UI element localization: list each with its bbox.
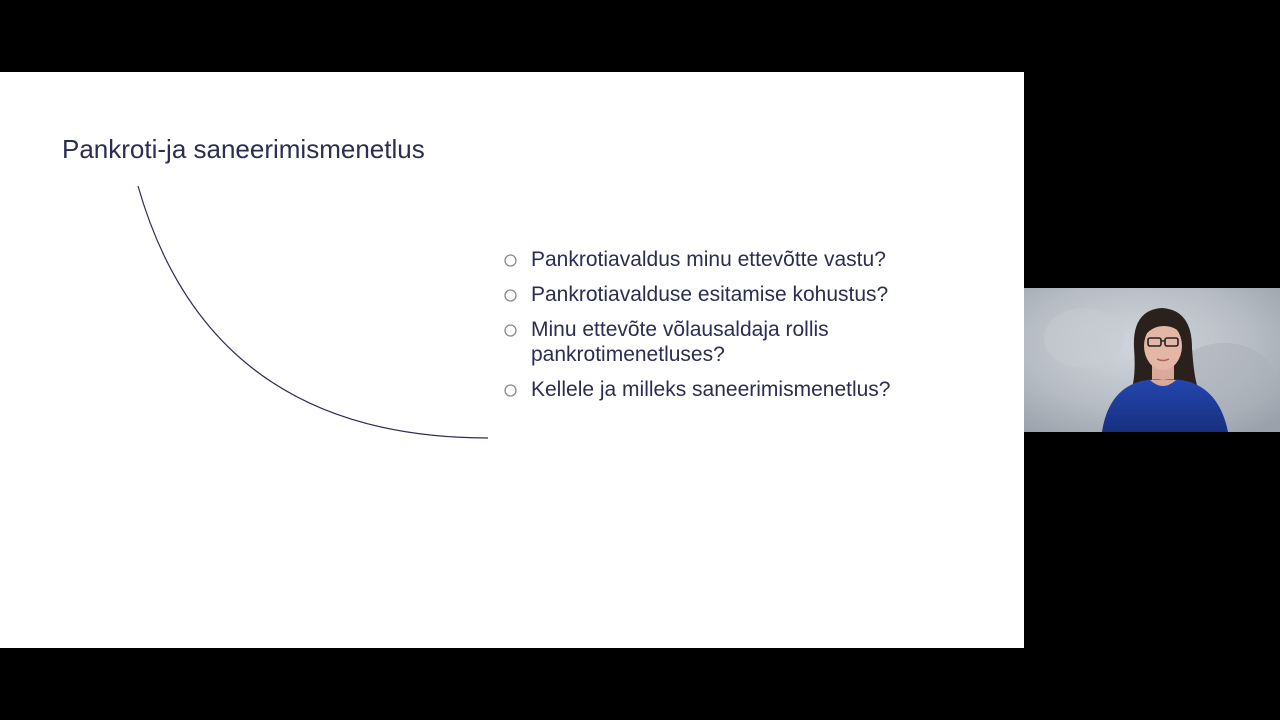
presenter-image [1024,288,1280,432]
slide-title: Pankroti-ja saneerimismenetlus [62,134,425,164]
bullet-item [503,317,973,367]
bullet-item [503,282,973,307]
circle-bullet-icon [503,253,518,268]
bullet-item [503,247,973,272]
circle-bullet-icon [503,383,518,398]
circle-bullet-icon [503,288,518,303]
bullet-text: Minu ettevõte võlausaldaja rollis pankrotimenetluses? [531,318,829,366]
webcam-video [1024,288,1280,432]
bullet-text: Pankrotiavaldus minu ettevõtte vastu? [531,248,886,271]
bullet-text: Pankrotiavalduse esitamise kohustus? [531,283,889,306]
bullet-text: Kellele ja milleks saneerimismenetlus? [531,378,891,401]
bullet-item [503,377,973,402]
circle-bullet-icon [503,323,518,338]
bullet-list [503,247,973,412]
presentation-slide [0,72,1024,648]
